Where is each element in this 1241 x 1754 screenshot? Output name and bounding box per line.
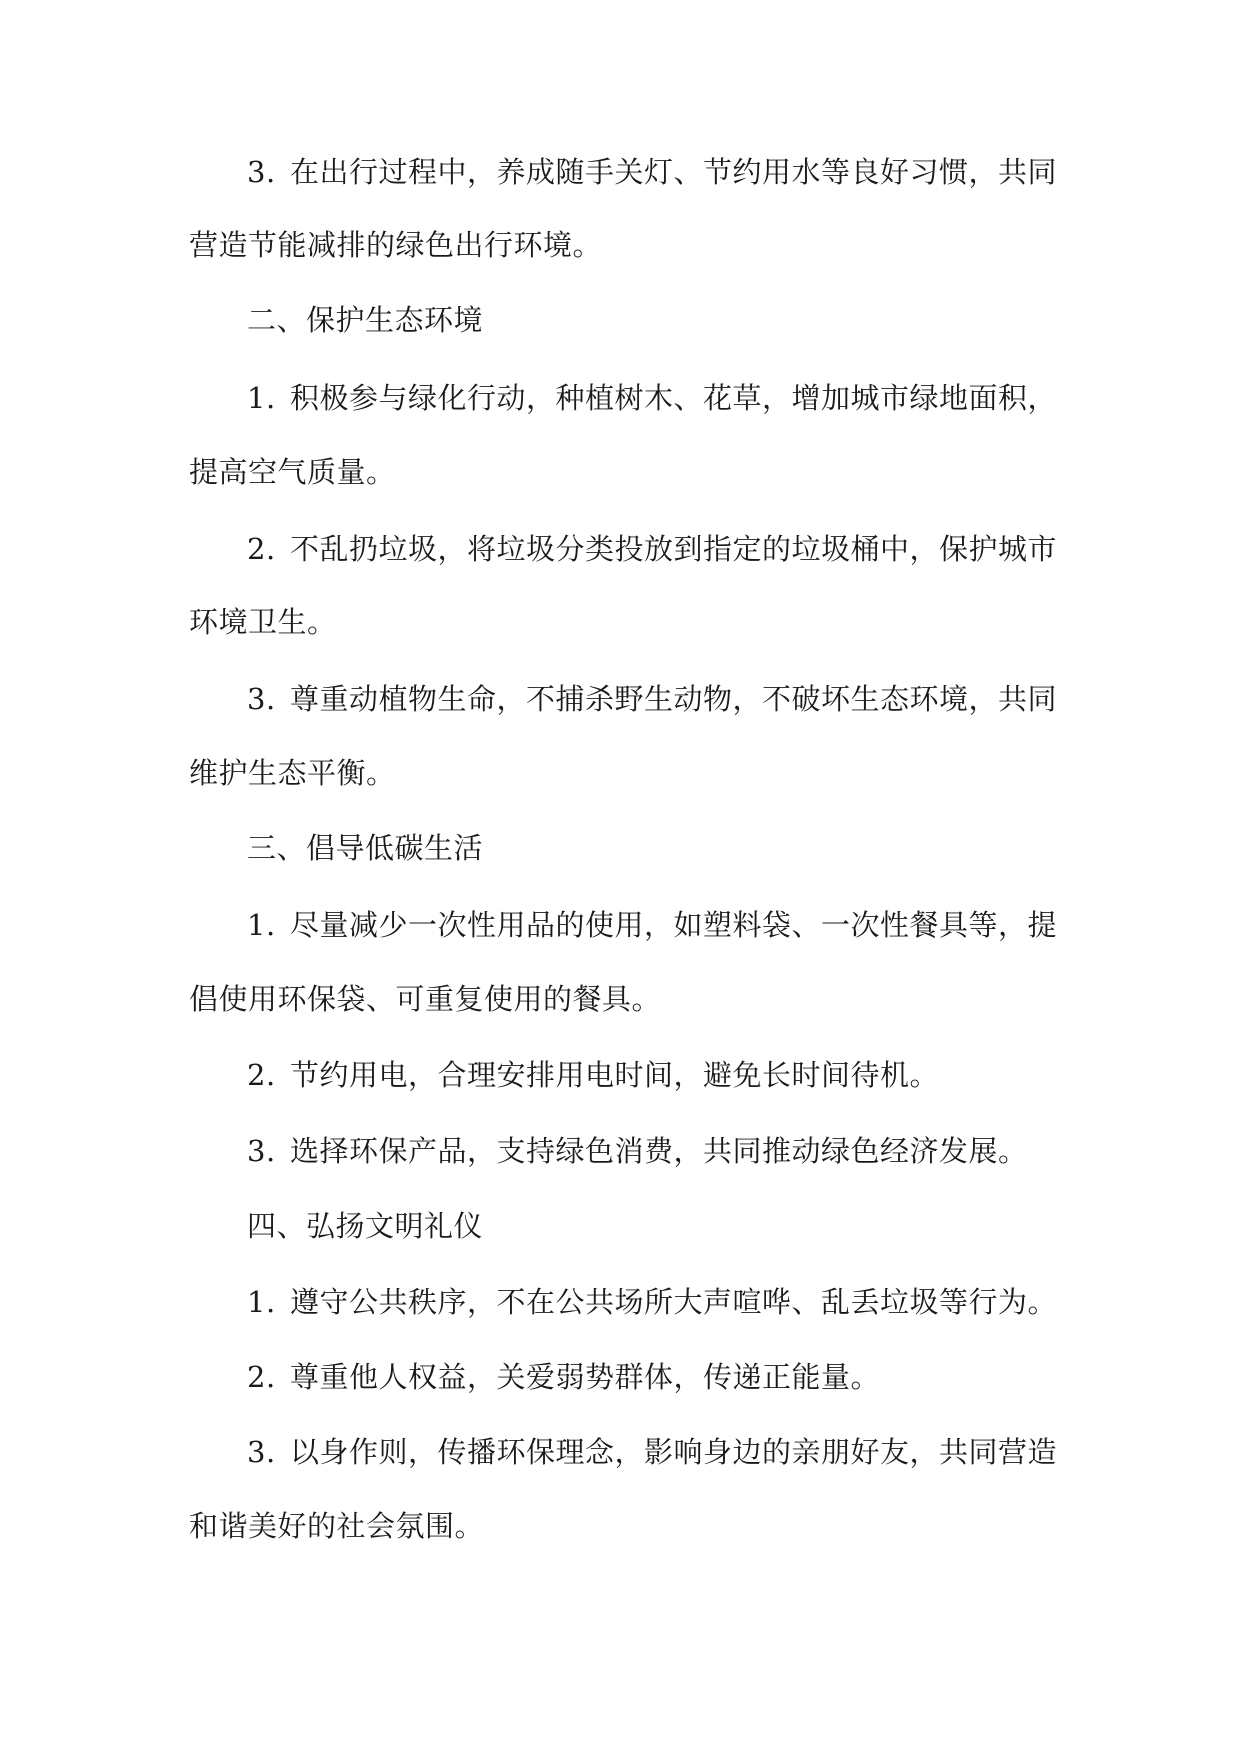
item-text: 尽量减少一次性用品的使用，如塑料袋、一次性餐具等，提 [290, 908, 1058, 942]
paragraph-line [247, 1357, 880, 1397]
paragraph-continuation: 营造节能减排的绿色出行环境。 [189, 228, 603, 262]
paragraph-line [247, 679, 1057, 719]
item-number: 1. [247, 381, 276, 415]
paragraph-continuation: 提高空气质量。 [189, 455, 396, 489]
item-number: 2. [247, 532, 276, 566]
item-number: 1. [247, 1285, 276, 1319]
item-text: 积极参与绿化行动，种植树木、花草，增加城市绿地面积， [290, 381, 1058, 415]
paragraph-line [247, 529, 1057, 569]
paragraph-continuation: 和谐美好的社会氛围。 [189, 1509, 485, 1543]
item-number: 3. [247, 1134, 276, 1168]
section-heading: 三、倡导低碳生活 [247, 831, 484, 865]
paragraph-line [247, 1055, 939, 1095]
item-text: 节约用电，合理安排用电时间，避免长时间待机。 [290, 1058, 940, 1092]
item-text: 遵守公共秩序，不在公共场所大声喧哗、乱丢垃圾等行为。 [290, 1285, 1058, 1319]
item-text: 不乱扔垃圾，将垃圾分类投放到指定的垃圾桶中，保护城市 [290, 532, 1058, 566]
paragraph-continuation: 环境卫生。 [189, 605, 337, 639]
paragraph-line [247, 1432, 1057, 1472]
paragraph-line [247, 152, 1057, 192]
item-number: 2. [247, 1058, 276, 1092]
item-text: 以身作则，传播环保理念，影响身边的亲朋好友，共同营造 [290, 1435, 1058, 1469]
item-text: 尊重动植物生命，不捕杀野生动物，不破坏生态环境，共同 [290, 682, 1058, 716]
item-text: 在出行过程中，养成随手关灯、节约用水等良好习惯，共同 [290, 155, 1058, 189]
paragraph-continuation: 倡使用环保袋、可重复使用的餐具。 [189, 982, 662, 1016]
paragraph-continuation: 维护生态平衡。 [189, 756, 396, 790]
section-heading: 二、保护生态环境 [247, 303, 484, 337]
item-number: 1. [247, 908, 276, 942]
paragraph-line [247, 378, 1057, 418]
item-text: 尊重他人权益，关爱弱势群体，传递正能量。 [290, 1360, 881, 1394]
section-heading: 四、弘扬文明礼仪 [247, 1209, 484, 1243]
item-number: 3. [247, 1435, 276, 1469]
item-number: 3. [247, 682, 276, 716]
item-number: 2. [247, 1360, 276, 1394]
item-number: 3. [247, 155, 276, 189]
paragraph-line [247, 905, 1057, 945]
item-text: 选择环保产品，支持绿色消费，共同推动绿色经济发展。 [290, 1134, 1028, 1168]
paragraph-line [247, 1282, 1057, 1322]
paragraph-line [247, 1131, 1028, 1171]
